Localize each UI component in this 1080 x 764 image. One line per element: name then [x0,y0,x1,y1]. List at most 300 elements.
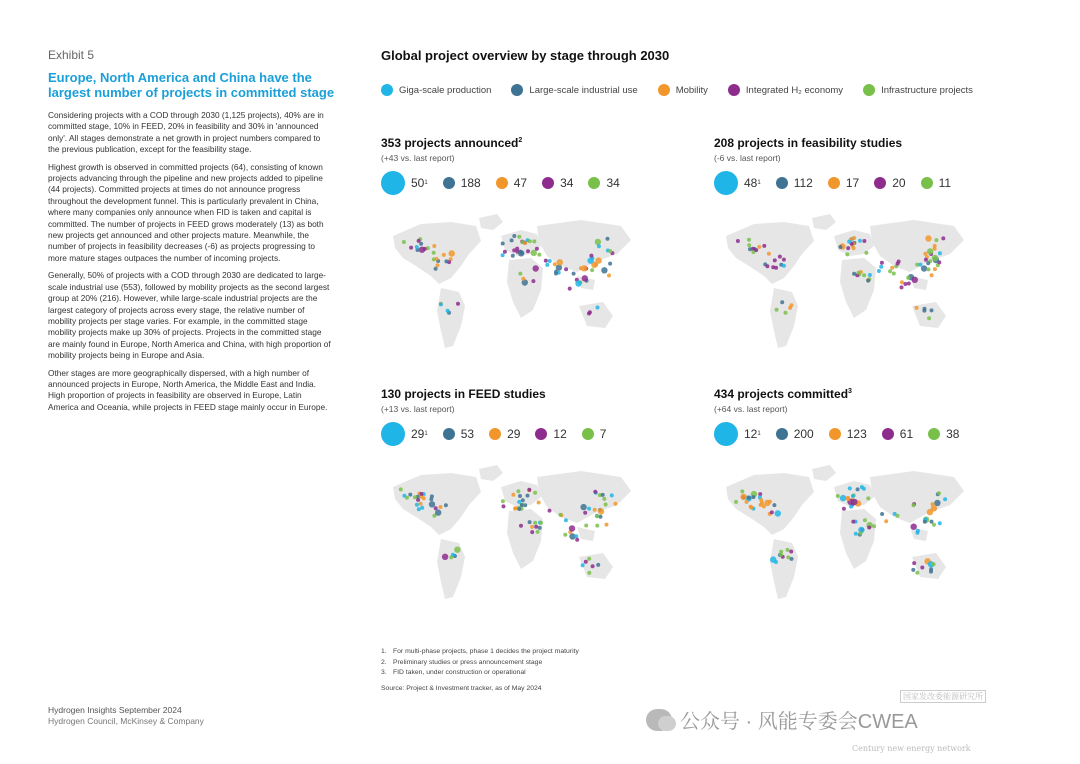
project-dot [923,520,927,524]
project-dot [518,272,522,276]
legend-dot-integrated [728,84,740,96]
project-dot [595,239,601,245]
footer-publication: Hydrogen Insights September 2024 [48,705,182,715]
count-value: 12 [744,427,758,441]
project-dot [852,236,856,240]
paragraph: Considering projects with a COD through 2030 (1,125 projects), 40% are in committed stage, 10% in FEED, 20% in feasibility and 30% in 'announced only'. All stages demonstrate a net growth in project numbers compared to the previous publication, except for the feasibility stage. [48,110,324,155]
count-item [776,176,813,190]
panel-subtitle: (-6 vs. last report) [714,153,781,163]
project-dot [931,502,935,506]
project-dot [918,263,922,267]
project-dot [923,252,927,256]
count-dot [882,428,894,440]
project-dot [933,247,937,251]
project-dot [417,507,421,511]
project-dot [751,495,755,499]
project-dot [925,235,931,241]
project-dot [859,531,863,535]
project-dot [862,239,866,243]
project-dot [599,515,603,519]
project-dot [521,498,525,502]
project-dot [747,496,751,500]
project-dot [581,265,587,271]
project-dot [580,504,586,510]
project-dot [930,520,934,524]
project-dot [759,498,763,502]
project-dot [892,272,896,276]
project-dot [535,247,539,251]
project-dot [900,280,904,284]
project-dot [938,251,942,255]
project-dot [740,494,746,500]
count-item [874,176,905,190]
project-dot [587,571,591,575]
project-dot [430,494,434,498]
footer-authors: Hydrogen Council, McKinsey & Company [48,716,204,726]
project-dot [927,248,933,254]
count-item [535,427,566,441]
project-dot [533,265,539,271]
project-dot [602,497,606,501]
count-value: 188 [460,176,481,190]
project-dot [927,509,933,515]
headline: Europe, North America and China have the largest number of projects in committed stage [48,70,335,100]
project-dot [548,259,552,263]
watermark-sub: Century new energy network [852,744,971,753]
project-dot [521,277,525,281]
panel-subtitle: (+64 vs. last report) [714,404,788,414]
project-dot [564,518,568,522]
project-dot [591,564,595,568]
count-dot [496,177,508,189]
project-dot [409,246,413,250]
project-dot [423,247,427,251]
count-dot [828,177,840,189]
project-dot [531,279,535,283]
project-dot [754,248,758,252]
count-item [921,176,951,190]
project-dot [596,563,600,567]
land-shape [840,258,876,318]
project-dot [518,250,524,256]
count-item [489,427,520,441]
world-map [714,457,974,617]
project-dot [836,494,840,498]
project-dot [912,277,918,283]
project-dot [848,486,852,490]
count-item: 12 1 [714,422,761,446]
project-dot [932,255,938,261]
watermark-box: 国家发改委能源研究所 [900,690,986,703]
project-dot [915,571,919,575]
land-shape [812,465,836,481]
project-dot [564,267,568,271]
panel-subtitle: (+13 vs. last report) [381,404,455,414]
land-shape [507,509,543,569]
project-dot [786,555,790,559]
panel-subtitle: (+43 vs. last report) [381,153,455,163]
project-dot [590,268,594,272]
project-dot [548,509,552,513]
land-shape [537,220,631,272]
panel-title: 353 projects announced$^2$ [381,136,523,150]
count-row [381,171,711,195]
project-dot [451,553,455,557]
project-dot [517,507,521,511]
project-dot [584,560,588,564]
project-dot [533,521,537,525]
panel-feed [381,387,711,617]
project-dot [517,235,521,239]
project-dot [593,490,597,494]
count-item [582,427,607,441]
project-dot [900,285,904,289]
project-dot [432,244,436,248]
count-value: 38 [946,427,960,441]
legend-dot-giga [381,84,393,96]
count-value: 47 [513,176,528,190]
footnote: 2. Preliminary studies or press announcement stage [381,658,543,666]
project-dot [851,520,855,524]
project-dot [842,507,846,511]
project-dot [537,501,541,505]
project-dot [607,274,611,278]
project-dot [432,251,436,255]
count-item: 50 1 [381,171,428,195]
count-item [588,176,619,190]
project-dot [456,302,460,306]
project-dot [581,563,585,567]
project-dot [436,263,440,267]
count-dot [489,428,501,440]
land-shape [479,214,503,230]
project-dot [558,513,562,517]
count-value: 34 [560,176,574,190]
project-dot [782,258,786,262]
count-dot [443,177,455,189]
project-dot [534,525,538,529]
project-dot [563,533,567,537]
legend-dot-infrastructure [863,84,875,96]
land-shape [437,539,465,599]
project-dot [557,259,563,265]
project-dot [501,253,505,257]
count-item: 48 1 [714,171,761,195]
project-dot [862,487,866,491]
project-dot [554,272,558,276]
project-dot [442,253,446,257]
project-dot [941,236,945,240]
project-dot [587,557,591,561]
project-dot [880,261,884,265]
project-dot [536,530,540,534]
count-dot [829,428,841,440]
project-dot [601,493,605,497]
project-dot [531,250,537,256]
project-dot [568,287,572,291]
count-value: 17 [845,176,860,190]
project-dot [608,262,612,266]
project-dot [774,560,778,564]
project-dot [526,494,530,498]
count-value: 29 [411,427,425,441]
project-dot [879,265,883,269]
project-dot [572,272,576,276]
project-dot [613,502,617,506]
count-value: 123 [846,427,867,441]
project-dot [748,247,752,251]
count-value: 112 [793,176,813,190]
project-dot [589,254,593,258]
project-dot [938,521,942,525]
project-dot [782,264,786,268]
project-dot [520,240,524,244]
wechat-icon [646,709,672,731]
count-row [714,422,1044,446]
project-dot [502,504,506,508]
project-dot [413,495,417,499]
legend-item [658,84,708,96]
project-dot [912,503,916,507]
project-dot [526,249,530,253]
project-dot [512,234,516,238]
footnote: 1. For multi-phase projects, phase 1 decides the project maturity [381,648,579,655]
land-shape [577,527,595,541]
legend-item [728,84,843,96]
count-item [496,176,527,190]
project-dot [920,566,924,570]
project-dot [864,251,868,255]
project-dot [911,568,915,572]
count-dot [776,177,788,189]
count-dot [582,428,594,440]
legend-label: Large-scale industrial use [529,84,638,96]
project-dot [789,550,793,554]
project-dot [747,243,751,247]
count-value: 20 [892,176,906,190]
project-dot [587,507,591,511]
project-dot [888,269,892,273]
project-dot [439,505,443,509]
count-value: 50 [411,176,425,190]
project-dot [587,257,593,263]
project-dot [454,547,460,553]
project-dot [877,269,881,273]
project-dot [528,520,532,524]
panel-title: 434 projects committed$^3$ [714,387,852,401]
project-dot [594,263,598,267]
project-dot [862,273,866,277]
land-shape [393,222,481,284]
project-dot [868,273,872,277]
panel-committed [714,387,1044,617]
project-dot [929,567,933,571]
project-dot [927,316,931,320]
world-map [381,206,641,366]
project-dot [527,488,531,492]
project-dot [767,252,771,256]
source-note: Source: Project & Investment tracker, as of May 2024 [381,684,542,692]
panel-feasibility [714,136,1044,366]
project-dot [444,259,448,263]
project-dot [736,239,740,243]
project-dot [597,244,601,248]
project-dot [943,497,947,501]
project-dot [740,489,744,493]
project-dot [786,548,790,552]
project-dot [610,493,614,497]
project-dot [553,262,557,266]
project-dot [866,496,870,500]
project-dot [780,300,784,304]
project-dot [429,501,435,507]
project-dot [926,261,930,265]
count-item [776,427,814,441]
project-dot [538,526,542,530]
project-dot [446,309,450,313]
count-dot [443,428,455,440]
project-dot [604,503,608,507]
project-dot [575,538,579,542]
land-shape [912,302,946,328]
count-value: 200 [793,427,814,441]
project-dot [532,239,536,243]
project-dot [851,494,855,498]
project-dot [847,240,851,244]
land-shape [770,539,798,599]
project-dot [582,275,588,281]
project-dot [517,500,521,504]
count-dot [542,177,554,189]
project-dot [903,282,907,286]
exhibit-label: Exhibit 5 [48,48,95,62]
count-dot [588,177,600,189]
project-dot [435,509,441,515]
world-map [381,457,641,617]
land-shape [579,302,613,328]
project-dot [772,503,776,507]
count-dot [714,171,738,195]
project-dot [912,561,916,565]
project-dot [890,266,894,270]
project-dot [762,244,766,248]
legend-item [511,84,637,96]
project-dot [845,252,849,256]
count-dot [535,428,547,440]
project-dot [840,495,846,501]
project-dot [596,306,600,310]
project-dot [734,500,738,504]
footnote: 3. FID taken, under construction or operational [381,669,526,676]
land-shape [870,471,964,523]
project-dot [544,259,548,263]
project-dot [846,246,850,250]
project-dot [932,562,936,566]
count-value: 12 [553,427,567,441]
project-dot [514,506,518,510]
land-shape [840,509,876,569]
project-dot [866,279,870,283]
project-dot [779,550,783,554]
count-item [828,176,859,190]
legend-item [381,84,491,96]
project-dot [419,502,423,506]
project-dot [587,312,591,316]
project-dot [745,500,749,504]
project-dot [434,506,438,510]
project-dot [922,309,926,313]
world-map [714,206,974,366]
project-dot [584,524,588,528]
project-dot [906,276,910,280]
project-dot [838,245,842,249]
project-dot [598,508,604,514]
project-dot [415,245,419,249]
project-dot [528,239,532,243]
project-dot [867,526,871,530]
project-dot [934,500,940,506]
project-dot [856,487,860,491]
project-dot [518,494,522,498]
legend-dot-industrial [511,84,523,96]
count-dot [928,428,940,440]
project-dot [907,282,911,286]
land-shape [479,465,503,481]
paragraph: Highest growth is observed in committed projects (64), consisting of known projects advancing through the pipeline and new projects added to pipeline (44 projects). Committed projects at times do not announce progress throughout the development funnel. This is particularly prevalent in China, where many companies only announce when FID is taken and capital is committed. The number of projects in FEED grows moderately (13) as both new projects get announced and other projects mature. Meanwhile, the number of projects in feasibility decreases (-6) as projects progressing to more mature stages outpaces the number of incoming projects. [48,161,324,263]
project-dot [419,492,423,496]
project-dot [420,506,424,510]
project-dot [606,237,610,241]
project-dot [757,245,761,249]
project-dot [771,265,775,269]
project-dot [449,250,455,256]
project-dot [896,514,900,518]
project-dot [444,503,448,507]
count-item [882,427,913,441]
count-dot [874,177,886,189]
project-dot [399,487,403,491]
project-dot [417,239,421,243]
project-dot [932,523,936,527]
count-item [829,427,867,441]
count-value: 11 [938,176,952,190]
project-dot [519,524,523,528]
paragraph: Generally, 50% of projects with a COD through 2030 are dedicated to large-scale industrial use (553), followed by mobility projects as the second largest group at 20% (216). However, while large-scale industrial projects are the largest category of projects across every stage, the relative number of mobility projects per stage varies. For example, in the committed stage mobility projects make up 30% of projects. Projects in the committed stage are mainly found in Europe, North America and China, with high proportion of mobility projects being in Europe and Asia. [48,270,331,361]
count-dot [714,422,738,446]
count-value: 48 [744,176,758,190]
land-shape [537,471,631,523]
project-dot [852,246,856,250]
project-dot [854,532,858,536]
project-dot [530,525,534,529]
project-dot [601,267,607,273]
count-item [542,176,573,190]
project-dot [583,511,587,515]
legend-label: Giga-scale production [399,84,492,96]
project-dot [934,238,938,242]
watermark [646,705,918,734]
project-dot [858,239,862,243]
project-dot [595,514,599,518]
project-dot [511,493,515,497]
count-dot [381,422,405,446]
land-shape [770,288,798,348]
panel-title: 130 projects in FEED studies [381,387,546,401]
count-dot [776,428,788,440]
count-value: 7 [599,427,607,441]
project-dot [937,491,941,495]
project-dot [768,500,772,504]
